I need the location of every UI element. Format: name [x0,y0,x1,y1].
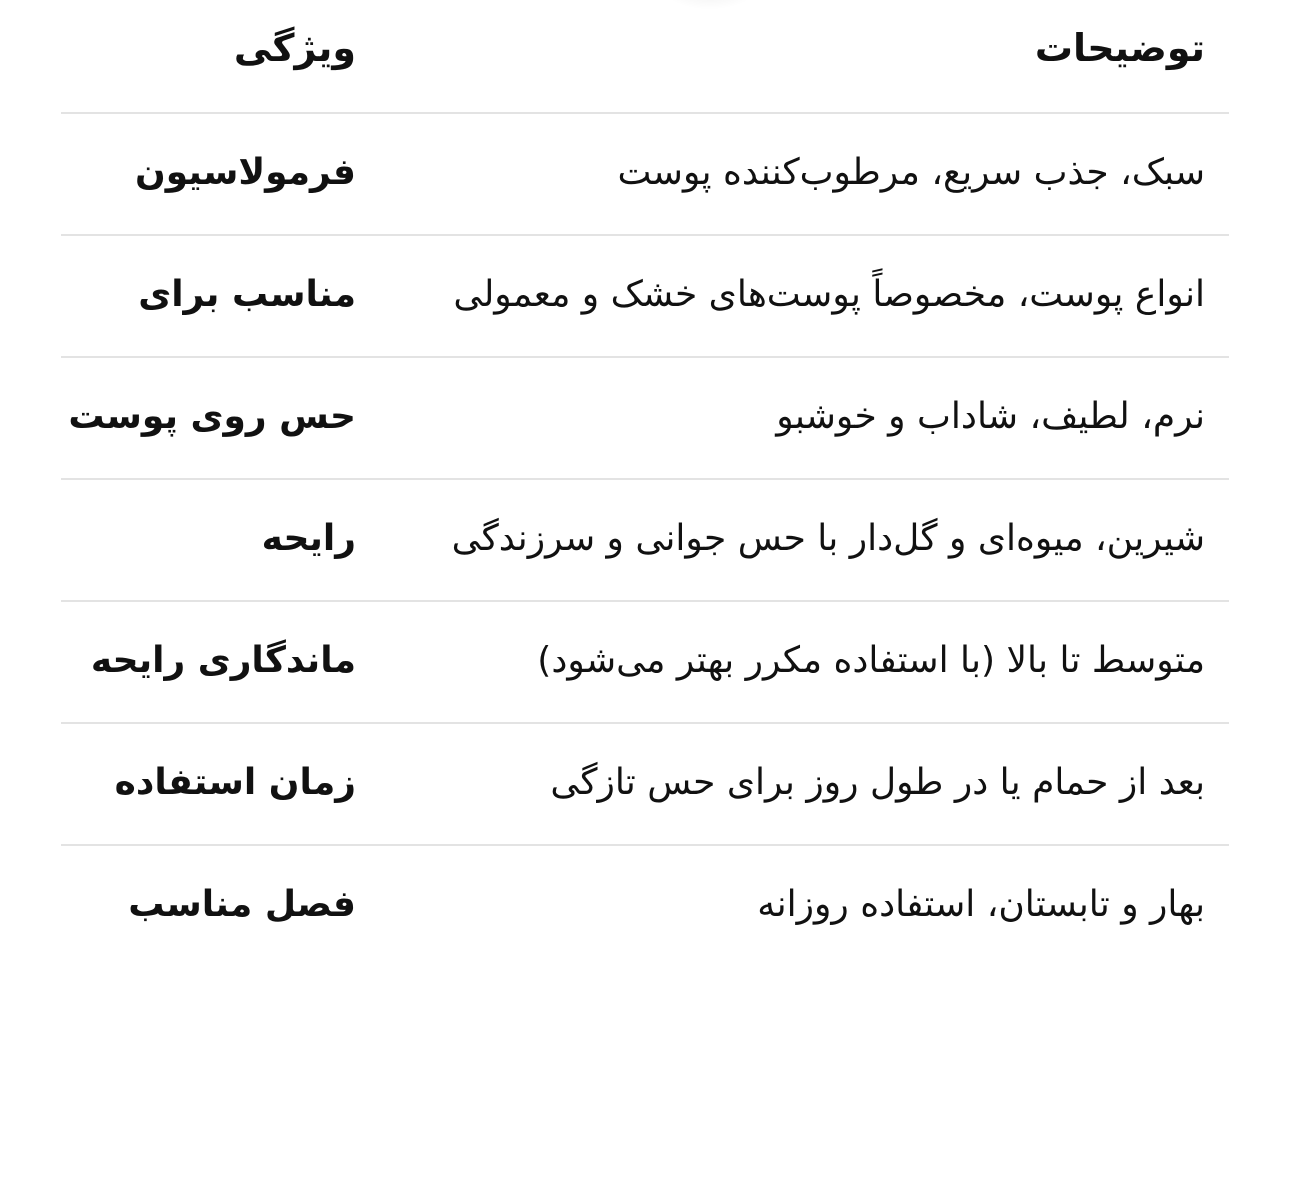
cell-feature: فرمولاسیون [61,113,356,235]
table-row-suitable-for [61,235,1229,357]
cell-feature: ماندگاری رایحه [61,601,356,723]
table-row-scent [61,479,1229,601]
cell-description: سبک، جذب سریع، مرطوب‌کننده پوست [356,113,1229,235]
table-row-formulation [61,113,1229,235]
table-row-usage-time [61,723,1229,845]
cell-feature: مناسب برای [61,235,356,357]
cell-feature: زمان استفاده [61,723,356,845]
table-body [61,113,1229,966]
cell-description: انواع پوست، مخصوصاً پوست‌های خشک و معمولی [356,235,1229,357]
table-row-season [61,845,1229,966]
cell-feature: رایحه [61,479,356,601]
header-description: توضیحات [356,0,1229,113]
table-row-skin-feel [61,357,1229,479]
product-spec-table [61,0,1229,966]
cell-feature: فصل مناسب [128,884,356,925]
cell-description: بعد از حمام یا در طول روز برای حس تازگی [356,723,1229,845]
table-row-scent-longevity [61,601,1229,723]
table-header [61,0,1229,113]
header-row [61,0,1229,113]
header-feature: ویژگی [61,0,356,113]
cell-description: شیرین، میوه‌ای و گل‌دار با حس جوانی و سرزندگی [356,479,1229,601]
cell-description: بهار و تابستان، استفاده روزانه [757,884,1205,925]
cell-feature: حس روی پوست [61,357,356,479]
cell-description: نرم، لطیف، شاداب و خوشبو [356,357,1229,479]
cell-description: متوسط تا بالا (با استفاده مکرر بهتر می‌شود) [356,601,1229,723]
